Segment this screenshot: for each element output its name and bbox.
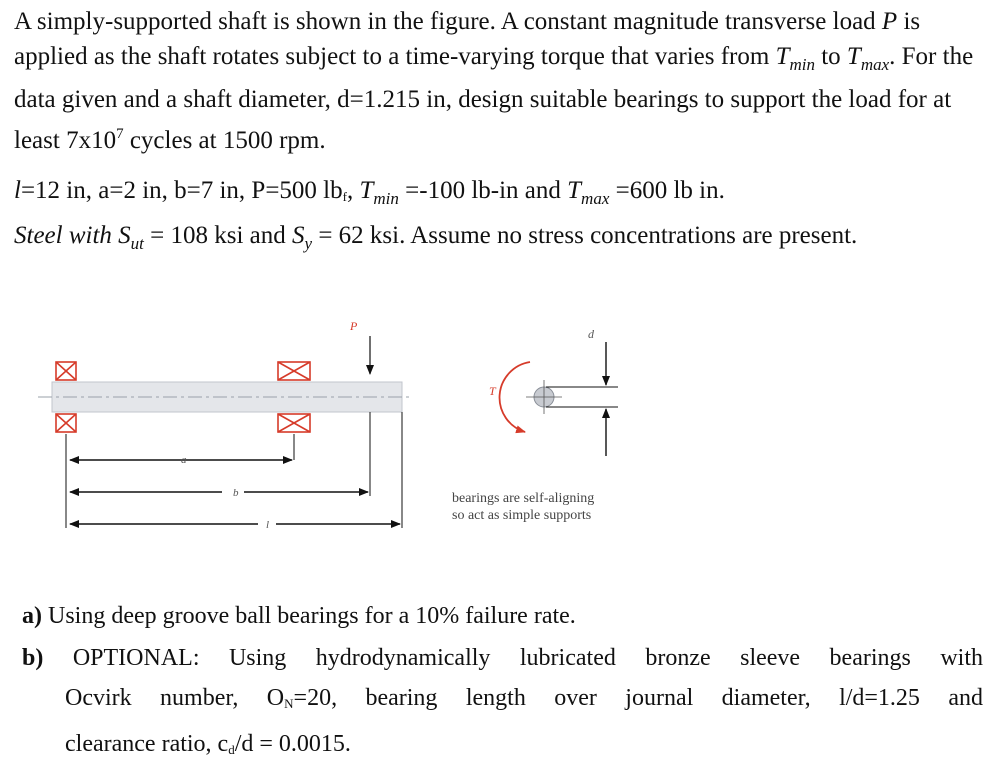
clearance-subscript: d	[228, 742, 235, 757]
tmax-subscript: max	[860, 55, 890, 74]
question-b-label: b)	[22, 645, 44, 671]
tmax-symbol: T	[846, 43, 861, 70]
question-b-line1	[22, 638, 983, 678]
data-part1: =12 in, a=2 in, b=7 in, P=500 lb	[20, 177, 343, 204]
problem-statement	[14, 4, 989, 158]
cycles-exponent: 7	[116, 126, 124, 142]
data-tmin-symbol: T	[359, 177, 374, 204]
cropped-heading-fragment	[40, 0, 130, 2]
data-part5: = 108 ksi and	[143, 222, 293, 249]
problem-mid2: . For the data given and a shaft diameter, d=1.215 in, design suitable bearings to support the load for at least 7x10	[14, 43, 974, 154]
sut-subscript: ut	[130, 234, 144, 253]
data-part2: ,	[346, 177, 360, 204]
question-b	[22, 638, 983, 770]
steel-label: Steel with S	[14, 222, 131, 249]
data-tmin-subscript: min	[373, 189, 399, 208]
data-tmax-symbol: T	[567, 177, 582, 204]
problem-to: to	[821, 43, 841, 70]
length-symbol: l	[14, 177, 21, 204]
ocvirk-subscript: N	[284, 696, 294, 711]
question-a-text: Using deep groove ball bearings for a 10% failure rate.	[42, 603, 576, 629]
question-b-line3	[22, 724, 983, 770]
problem-intro: A simply-supported shaft is shown in the figure. A constant magnitude transverse load	[14, 8, 876, 35]
torque-arrow	[500, 362, 530, 432]
data-part6: = 62 ksi. Assume no stress concentrations are present.	[312, 222, 858, 249]
problem-end: cycles at 1500 rpm.	[123, 127, 326, 154]
given-data	[14, 172, 989, 262]
question-b-line2a: Ocvirk number, O	[65, 685, 285, 711]
question-b-line3b: /d = 0.0015.	[234, 731, 351, 757]
load-symbol-P: P	[881, 8, 898, 35]
sy-symbol: S	[292, 222, 305, 249]
data-part3: =-100 lb-in and	[398, 177, 568, 204]
sy-subscript: y	[304, 234, 313, 253]
note-line-1: bearings are self-aligning	[452, 491, 595, 506]
label-a: a	[181, 454, 187, 466]
label-l: l	[266, 519, 270, 531]
note-line-2: so act as simple supports	[452, 508, 592, 523]
label-T: T	[489, 384, 496, 398]
question-a	[22, 596, 982, 636]
shaft-figure	[30, 310, 670, 550]
question-a-label: a)	[22, 603, 42, 629]
problem-mid1: is applied as the shaft rotates subject to a time-varying torque that varies from	[14, 8, 921, 70]
lbf-subscript: f	[342, 189, 347, 204]
label-d: d	[588, 327, 594, 341]
question-b-line2b: =20, bearing length over journal diameter, l/d=1.25 and	[293, 685, 983, 711]
label-P: P	[350, 319, 358, 333]
label-b: b	[233, 487, 239, 499]
tmin-symbol: T	[775, 43, 790, 70]
tmin-subscript: min	[789, 55, 815, 74]
data-part4: =600 lb in.	[609, 177, 725, 204]
extension-lines	[66, 412, 402, 528]
question-b-line1-text: OPTIONAL: Using hydrodynamically lubricated bronze sleeve bearings with	[72, 645, 983, 671]
question-b-line2	[22, 678, 983, 724]
data-tmax-subscript: max	[581, 189, 610, 208]
question-b-line3a: clearance ratio, c	[65, 731, 229, 757]
